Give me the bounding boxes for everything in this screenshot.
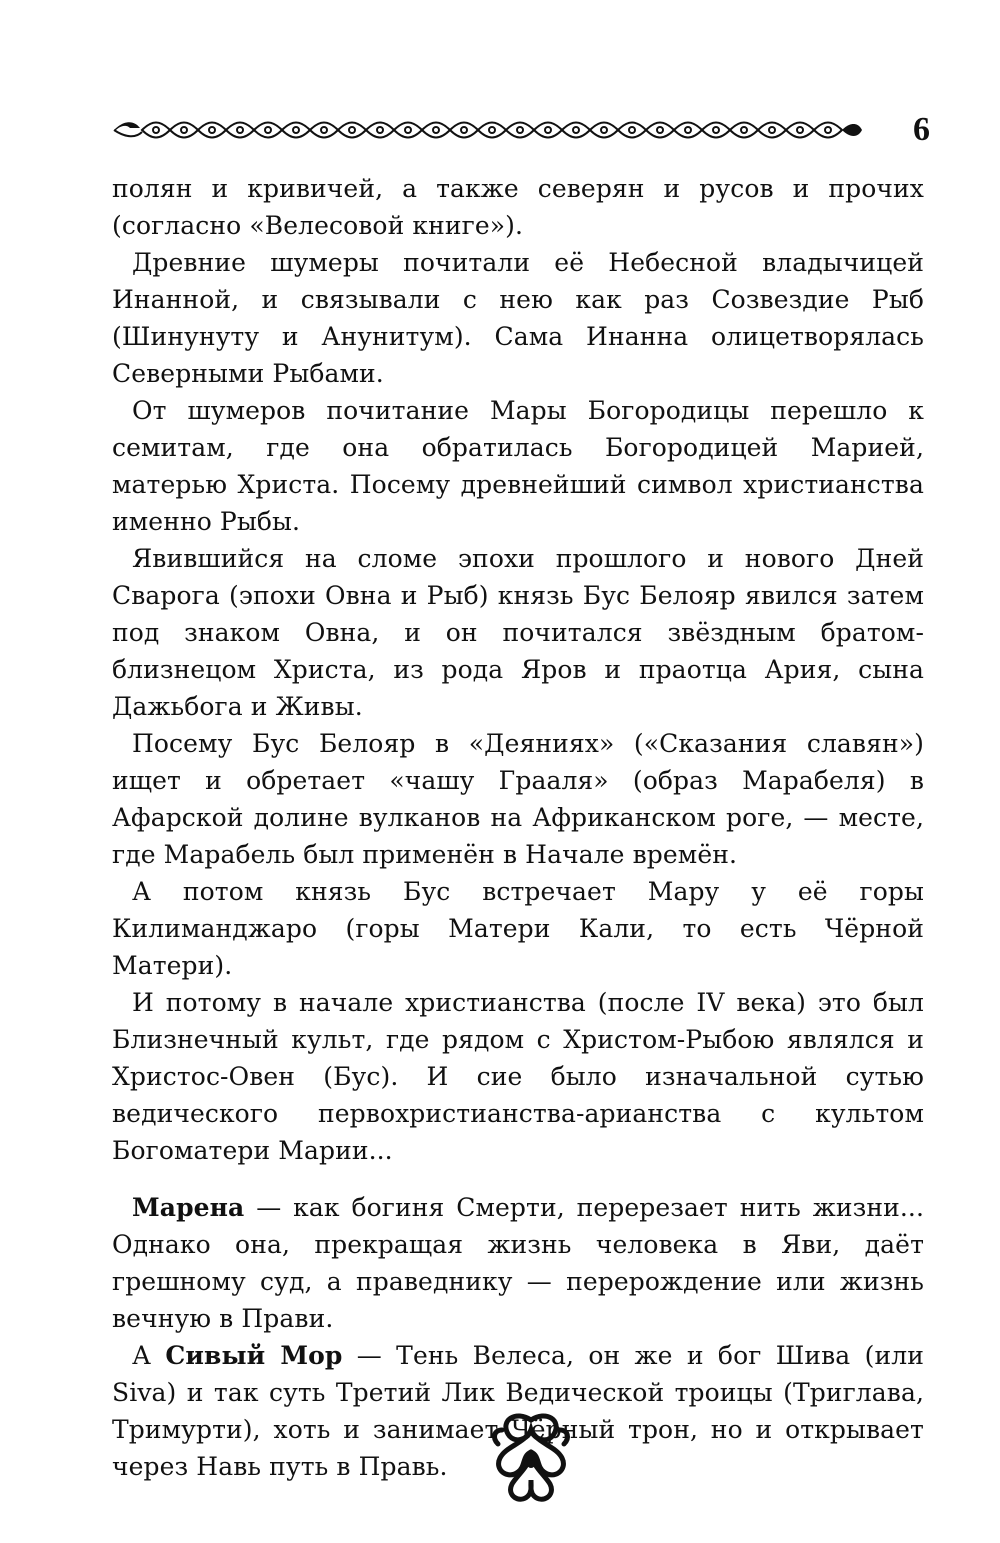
paragraph: полян и кривичей, а также северян и русов и прочих (согласно «Велесовой книге»). [112,174,924,240]
celtic-knot-ornament-icon [490,1410,572,1506]
paragraph: А потом князь Бус встречает Мару у её горы Килиманджаро (горы Матери Кали, то есть Чёрной Матери). [112,877,924,980]
braid-ornament-icon [112,118,864,142]
paragraph: От шумеров почитание Мары Богородицы перешло к семитам, где она обратилась Богородицей Марией, матерью Христа. Посему древнейший символ христианства именно Рыбы. [112,396,924,536]
paragraph: Явившийся на сломе эпохи прошлого и нового Дней Сварога (эпохи Овна и Рыб) князь Бус Белояр явился затем под знаком Овна, и он почитался звёздным братом-близнецом Христа, из рода Яров и праотца Ария, сына Дажьбога и Живы. [112,544,924,721]
paragraph-text: — Тень Велеса, он же и бог Шива (или Siva) и так суть Третий Лик Ведической троицы (Триглава, Тримурти), хоть и занимает Чёрный трон, но и открывает через Навь путь в Правь. [112,1341,924,1481]
paragraph [112,1189,924,1337]
page-number: 6 [913,111,930,148]
term-sivy-mor: Сивый Мор [165,1341,343,1370]
term-marena: Марена [132,1193,245,1222]
paragraph: Посему Бус Белояр в «Деяниях» («Сказания славян») ищет и обретает «чашу Грааля» (образ Марабеля) в Афарской долине вулканов на Африканском роге, — месте, где Марабель был применён в Начале времён. [112,729,924,869]
paragraph: И потому в начале христианства (после IV века) это был Близнечный культ, где рядом с Христом-Рыбою являлся и Христос-Овен (Бус). И сие было изначальной сутью ведического первохристианства-арианства с культом Богоматери Марии... [112,988,924,1165]
body-text [112,170,924,1485]
paragraph: Древние шумеры почитали её Небесной владычицей Инанной, и связывали с нею как раз Созвездие Рыб (Шинунуту и Анунитум). Сама Инанна олицетворялась Северными Рыбами. [112,248,924,388]
paragraph-text: — как богиня Смерти, перерезает нить жизни... Однако она, прекращая жизнь человека в Яви, даёт грешному суд, а праведнику — перерождение или жизнь вечную в Прави. [112,1193,924,1333]
page-header [112,108,930,152]
paragraph-lead: А [132,1341,166,1370]
